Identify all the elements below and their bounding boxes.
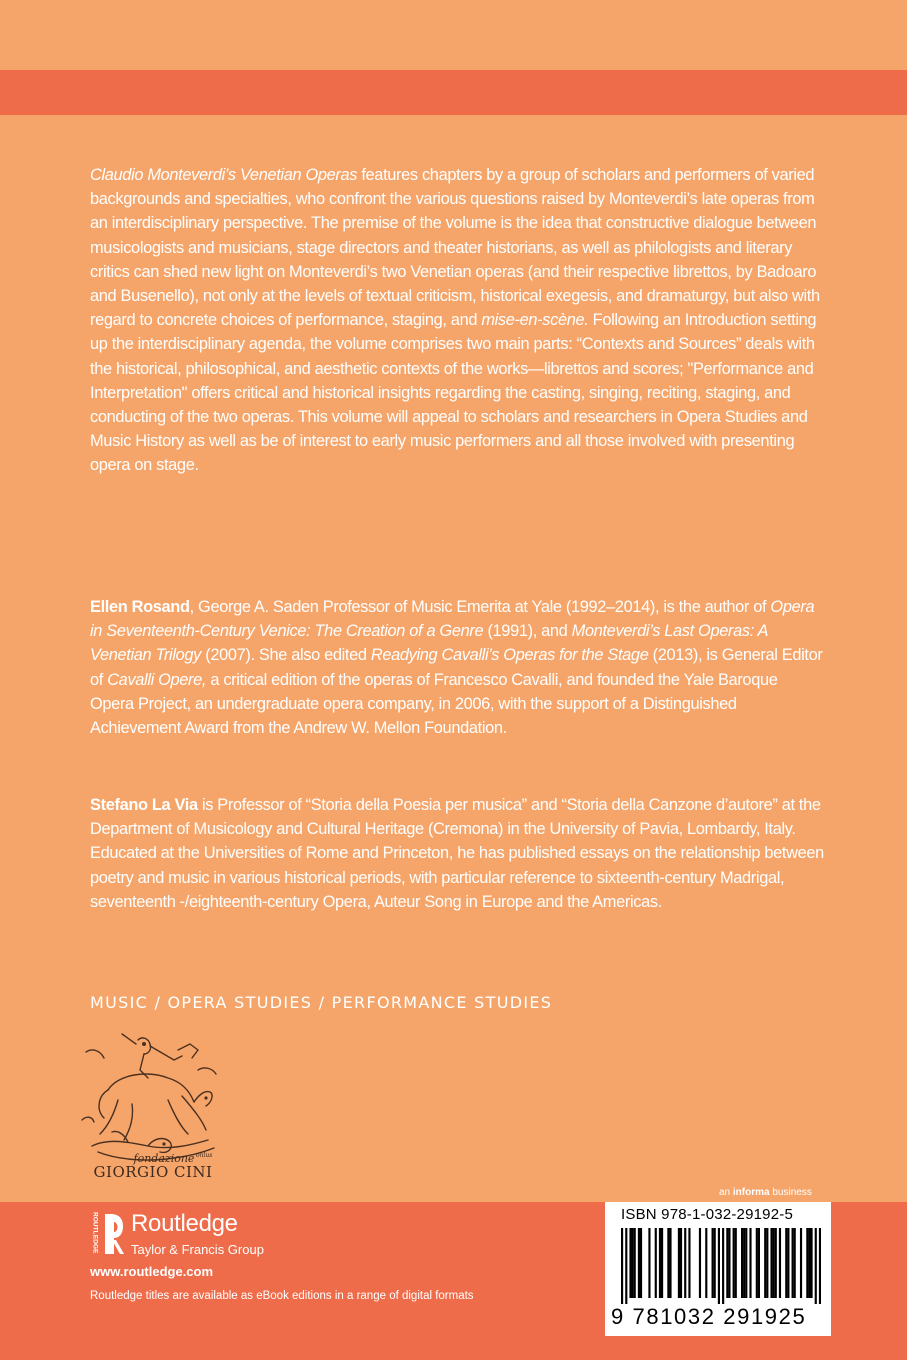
barcode-bar [787,1228,789,1298]
barcode-digits: 9 781032 291925 [611,1304,807,1329]
barcode-bar [800,1228,802,1298]
barcode-bar [634,1228,636,1298]
bio-rosand-book-3: Readying Cavalli’s Operas for the Stage [370,646,649,665]
informa-brand: informa [732,1187,770,1198]
routledge-side-text: ROUTLEDGE [91,1212,99,1254]
author-name-lavia: Stefano La Via [90,796,198,814]
barcode-bar [745,1228,747,1298]
routledge-logo-icon [90,1210,124,1264]
barcode-bar [621,1228,623,1304]
barcode-bar [655,1228,657,1298]
bio-rosand-text-2: (1991), and [483,622,572,641]
barcode-bar [640,1228,642,1298]
barcode-bar [766,1228,768,1298]
barcode-bar [714,1228,716,1298]
barcode-bar [667,1228,669,1298]
barcode-bar [806,1228,808,1298]
barcode-bar [688,1228,690,1298]
barcode-bar [632,1228,634,1298]
bio-rosand-text-1: , George A. Saden Professor of Music Emerita at Yale (1992–2014), is the author of [189,598,771,616]
ebook-note: Routledge titles are available as eBook editions in a range of digital formats [90,1290,474,1302]
barcode-bar [705,1228,707,1298]
barcode-bar [680,1228,682,1298]
cini-fondazione: fondazione [133,1152,195,1165]
barcode-bar [741,1228,743,1298]
barcode-bar [678,1228,680,1298]
bio-rosand-book-4: Cavalli Opere, [107,670,207,689]
barcode-bar [756,1228,758,1298]
top-band [0,70,907,115]
barcode-bar [648,1228,650,1298]
barcode-bar [758,1228,760,1298]
barcode-bar [722,1228,724,1304]
bio-rosand-text-3: (2007). She also edited [201,646,371,665]
barcode-bar [764,1228,766,1298]
barcode-bar [699,1228,701,1298]
subject-categories: MUSIC / OPERA STUDIES / PERFORMANCE STUDIES [90,993,553,1012]
barcode-bar [773,1228,775,1298]
cini-name: GIORGIO CINI [93,1163,213,1181]
bio-lavia-text: is Professor of “Storia della Poesia per musica” and “Storia della Canzone d’autore” at the Department of Musicology and Cultural Heritage (Cremona) in the University of Pavia, Lombardy, Italy. Educated at the Universities of Rome and Princeton, he has published essays on the relationship between poetry and music in various historical periods, with particular reference to sixteenth-century Madrigal, seventeenth -/eighteenth-century Opera, Auteur Song in Europe and the Americas. [90,796,824,911]
barcode-bar [779,1228,781,1298]
barcode-bar [718,1228,720,1304]
informa-post: business [769,1187,812,1198]
author-name-rosand: Ellen Rosand [90,598,190,616]
barcode-bar [794,1228,796,1298]
barcode-bar [808,1228,810,1298]
barcode-bar [659,1228,661,1298]
barcode-bar [810,1228,812,1298]
barcode-bar [728,1228,730,1298]
bio-rosand [90,595,825,740]
barcode-bar [749,1228,751,1298]
barcode-bar [629,1228,631,1298]
barcode-bar [712,1228,714,1298]
barcode-bar [684,1228,686,1298]
description-text-2: Following an Introduction setting up the interdisciplinary agenda, the volume comprises two main parts: “Contexts and Sources” deals with the historical, philosophical, and aesthetic contexts of the works—librettos and scores; "Performance and Interpretation" offers critical and historical insights regarding the casting, singing, reciting, staging, and conducting of the two operas. This volume will appeal to scholars and researchers in Opera Studies and Music History as well as be of interest to early music performers and all those involved with presenting opera on stage. [90,311,817,475]
informa-pre: an [719,1187,733,1198]
isbn-label: ISBN 978-1-032-29192-5 [621,1206,794,1223]
barcode-bar [770,1228,772,1298]
barcode-bar [625,1228,627,1304]
publisher-url[interactable]: www.routledge.com [90,1264,214,1279]
barcode-bar [661,1228,663,1298]
bio-lavia [90,793,825,914]
barcode-bar [792,1228,794,1298]
book-title-italic: Claudio Monteverdi’s Venetian Operas [90,166,358,184]
barcode-bar [726,1228,728,1298]
publisher-group: Taylor & Francis Group [131,1242,264,1257]
isbn-barcode-box [605,1202,831,1336]
barcode-bar [775,1228,777,1298]
description-text-1: features chapters by a group of scholars and performers of varied backgrounds and specialties, who confront the various questions raised by Monteverdi’s late operas from an interdisciplinary perspective. The premise of the volume is the idea that constructive dialogue between musicologists and musicians, stage directors and theater historians, as well as philologists and literary critics can shed new light on Monteverdi’s two Venetian operas (and their respective librettos, by Badoaro and Busenello), not only at the levels of textual criticism, historical exegesis, and dramaturgy, but also with regard to concrete choices of performance, staging, and [90,166,820,330]
cini-onlus: onlus [196,1152,213,1159]
bio-rosand-text-4: (2013), is General Editor of [90,646,823,689]
barcode-bar [735,1228,737,1298]
barcode-icon [621,1228,821,1304]
barcode-bar [733,1228,735,1298]
barcode-bar [638,1228,640,1298]
barcode-bar [819,1228,821,1304]
informa-tagline [719,1187,812,1198]
publisher-name: Routledge [131,1210,238,1237]
giorgio-cini-logo-text [78,1152,228,1181]
barcode-bar [815,1228,817,1304]
barcode-bar [669,1228,671,1298]
barcode-bar [785,1228,787,1298]
bio-rosand-book-2: Monteverdi’s Last Operas: A Venetian Trilogy [90,622,768,665]
bio-rosand-book-1: Opera in Seventeenth-Century Venice: The Creation of a Genre [90,598,815,641]
bio-rosand-text-5: a critical edition of the operas of Francesco Cavalli, and founded the Yale Baroque Opera Project, an undergraduate opera company, in 2006, with the support of a Distinguished Achievement Award from the Andrew W. Mellon Foundation. [90,670,778,738]
mise-en-scene-italic: mise-en-scène. [481,311,589,330]
barcode-bar [743,1228,745,1298]
book-description [90,163,825,478]
